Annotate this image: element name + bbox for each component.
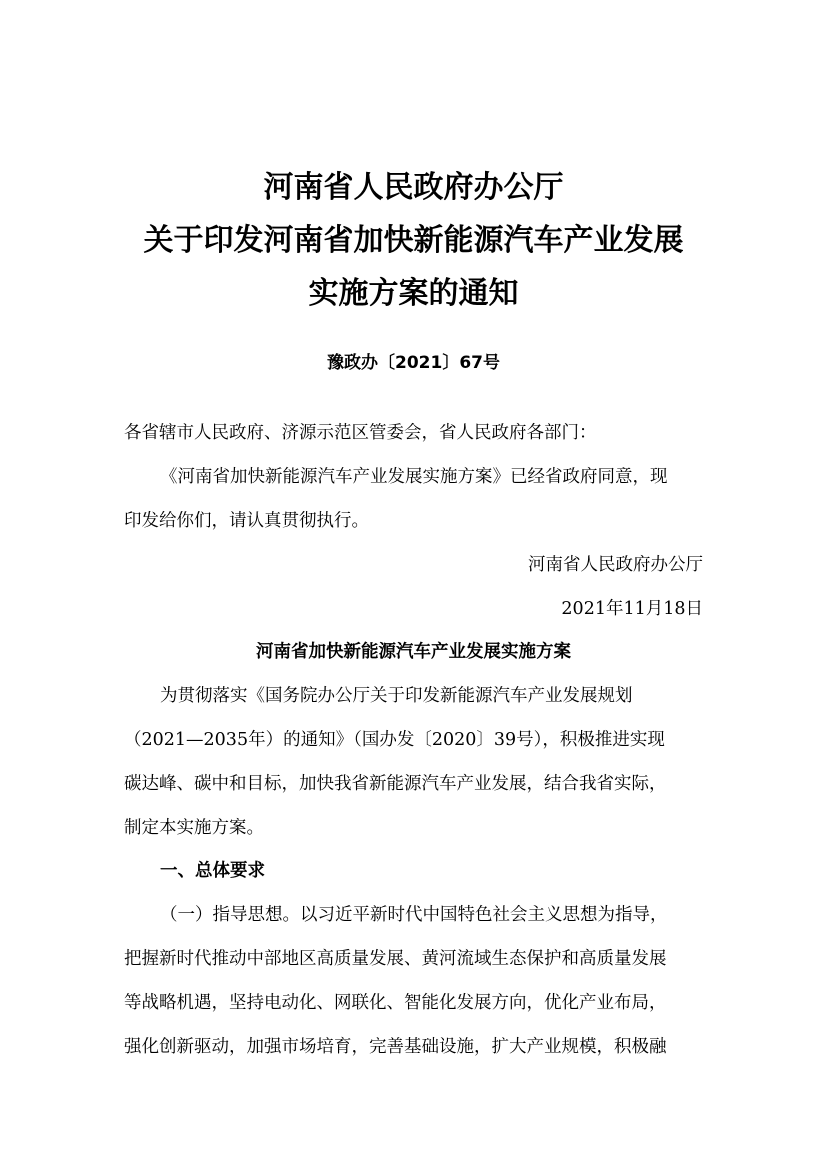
plan-intro-line-1: 为贯彻落实《国务院办公厅关于印发新能源汽车产业发展规划 [160,686,633,706]
plan-intro-line-3: 碳达峰、碳中和目标，加快我省新能源汽车产业发展，结合我省实际， [124,774,667,794]
section-paragraph-line-4: 强化创新驱动，加强市场培育，完善基础设施，扩大产业规模，积极融 [124,1037,667,1057]
issuer-signature: 河南省人民政府办公厅 [528,555,703,575]
plan-intro-line-4: 制定本实施方案。 [124,818,264,838]
plan-intro-line-2: （2021—2035年）的通知》（国办发〔2020〕39号），积极推进实现 [124,730,665,750]
document-title-line-2: 关于印发河南省加快新能源汽车产业发展 [143,223,684,258]
section-paragraph-line-1: （一）指导思想。以习近平新时代中国特色社会主义思想为指导， [160,905,668,925]
section-paragraph-line-3: 等战略机遇，坚持电动化、网联化、智能化发展方向，优化产业布局， [124,993,667,1013]
document-title-line-1: 河南省人民政府办公厅 [263,170,564,205]
section-paragraph-line-2: 把握新时代推动中部地区高质量发展、黄河流域生态保护和高质量发展 [124,949,667,969]
notice-body-line-1: 《河南省加快新能源汽车产业发展实施方案》已经省政府同意，现 [160,467,668,487]
plan-title: 河南省加快新能源汽车产业发展实施方案 [256,642,571,662]
issue-date: 2021年11月18日 [561,599,703,619]
notice-body-line-2: 印发给你们，请认真贯彻执行。 [124,511,369,531]
section-heading: 一、总体要求 [160,861,265,881]
document-number: 豫政办〔2021〕67号 [327,353,500,373]
document-title-line-3: 实施方案的通知 [308,276,519,311]
salutation: 各省辖市人民政府、济源示范区管委会，省人民政府各部门： [124,423,597,443]
